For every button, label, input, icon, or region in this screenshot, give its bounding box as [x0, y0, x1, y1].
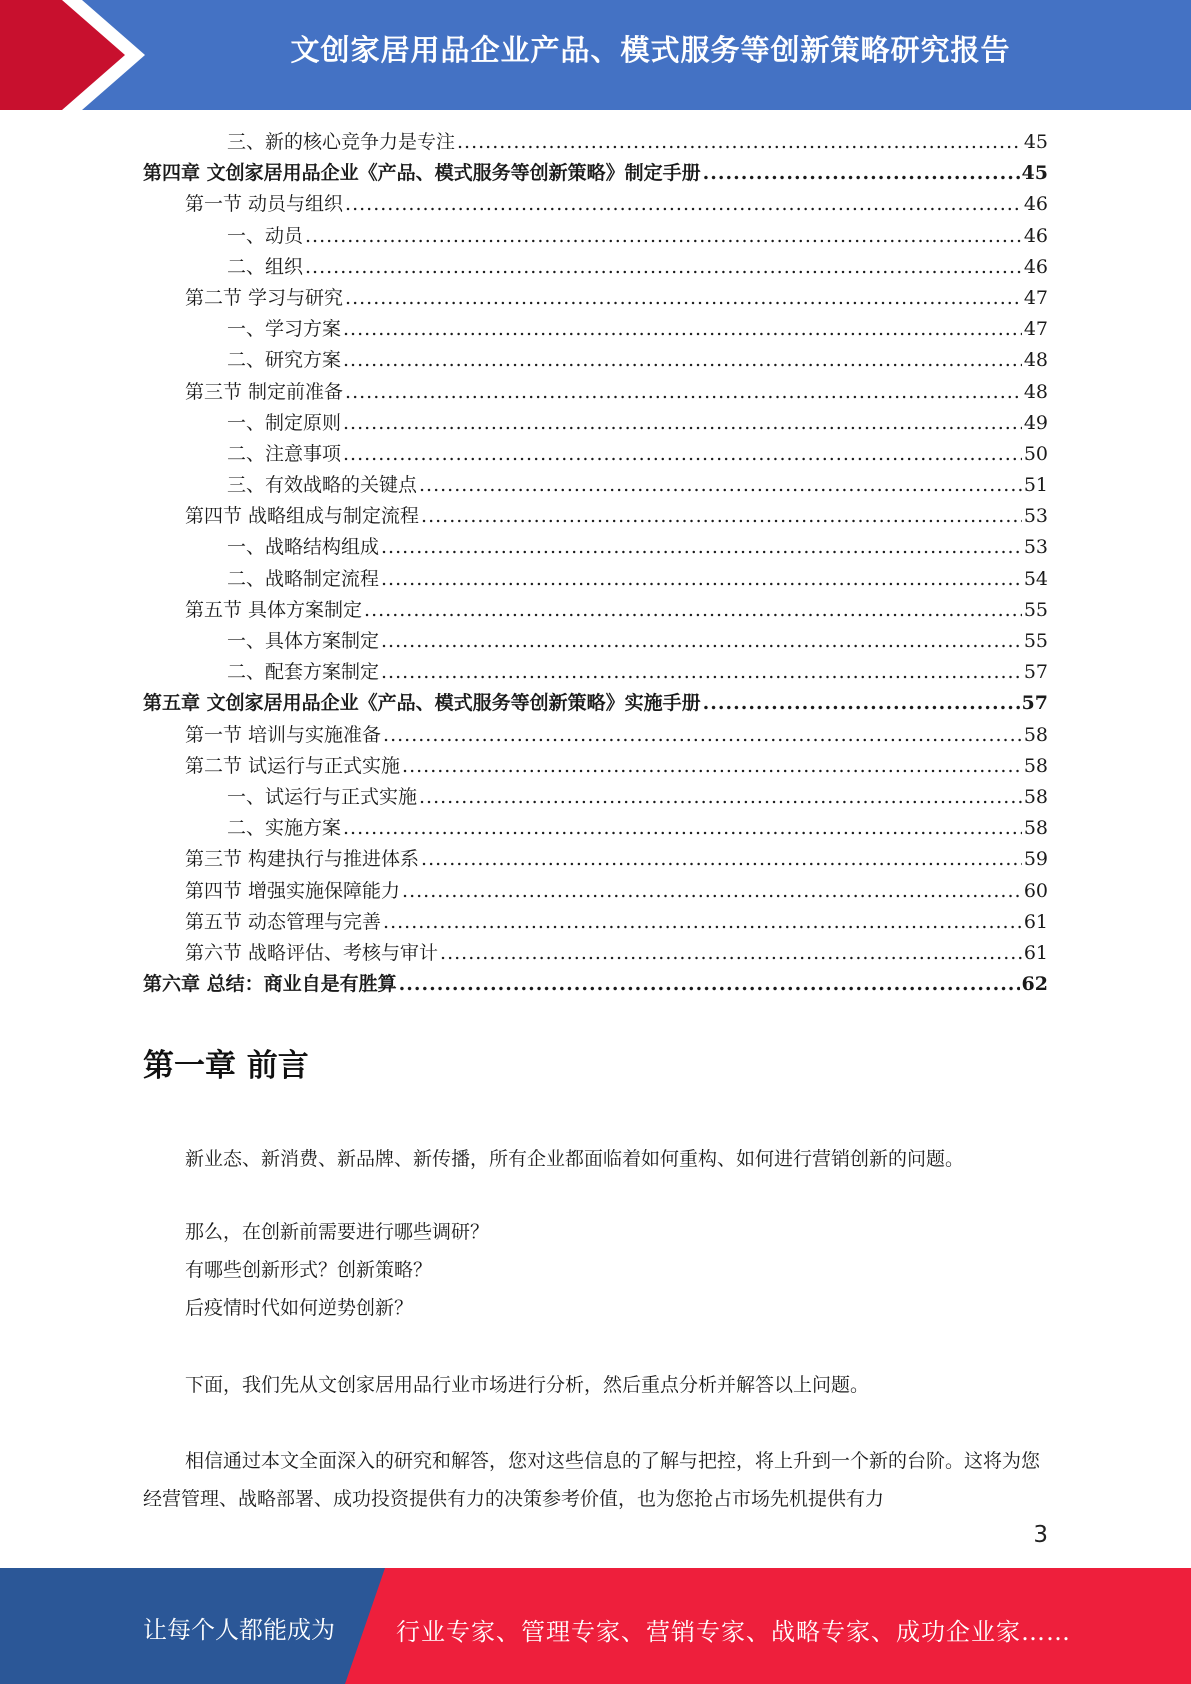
toc-entry[interactable]: [143, 969, 1048, 1000]
toc-leader-dots: [399, 969, 1020, 1000]
chapter-title: 第一章 前言: [143, 1048, 309, 1084]
toc-entry-page: 49: [1023, 411, 1048, 434]
toc-entry-page: 48: [1023, 349, 1048, 372]
toc-entry-title: 三、新的核心竞争力是专注: [227, 131, 456, 153]
toc-entry-page: 57: [1023, 661, 1048, 684]
toc-entry-title: 第四节 增强实施保障能力: [185, 879, 401, 902]
question-2: 有哪些创新形式？创新策略？: [185, 1259, 433, 1281]
toc-leader-dots: [457, 127, 1022, 158]
toc-entry-page: 51: [1023, 474, 1048, 497]
toc-entry[interactable]: [143, 439, 1048, 470]
table-of-contents: [143, 127, 1048, 1000]
toc-entry-title: 第一节 培训与实施准备: [185, 723, 382, 746]
toc-leader-dots: [383, 720, 1022, 751]
toc-entry-title: 第一节 动员与组织: [185, 193, 344, 216]
toc-entry-title: 第五节 具体方案制定: [185, 598, 363, 621]
footer-slogan-left: 让每个人都能成为: [143, 1616, 335, 1644]
toc-entry[interactable]: [143, 314, 1048, 345]
footer-slogan-right: 行业专家、管理专家、营销专家、战略专家、成功企业家……: [396, 1618, 1071, 1646]
toc-entry-title: 第三节 构建执行与推进体系: [185, 848, 420, 871]
toc-entry[interactable]: [143, 345, 1048, 376]
toc-entry-title: 二、研究方案: [227, 349, 342, 372]
toc-entry-page: 58: [1023, 723, 1048, 746]
toc-entry-page: 58: [1023, 754, 1048, 777]
paragraph-intro: 新业态、新消费、新品牌、新传播，所有企业都面临着如何重构、如何进行营销创新的问题。: [185, 1148, 965, 1170]
toc-entry[interactable]: [143, 501, 1048, 532]
toc-entry-page: 53: [1023, 536, 1048, 559]
toc-entry-page: 46: [1023, 193, 1048, 216]
toc-entry-page: 59: [1023, 848, 1048, 871]
toc-leader-dots: [343, 314, 1022, 345]
toc-leader-dots: [381, 626, 1022, 657]
header-title: 文创家居用品企业产品、模式服务等创新策略研究报告: [290, 33, 1011, 67]
toc-leader-dots: [402, 751, 1022, 782]
toc-entry-page: 58: [1023, 817, 1048, 840]
toc-entry-page: 58: [1023, 785, 1048, 808]
toc-entry[interactable]: [143, 813, 1048, 844]
toc-entry[interactable]: [143, 720, 1048, 751]
toc-leader-dots: [343, 345, 1022, 376]
toc-entry[interactable]: [143, 844, 1048, 875]
toc-entry[interactable]: [143, 876, 1048, 907]
toc-entry[interactable]: [143, 532, 1048, 563]
toc-entry[interactable]: [143, 564, 1048, 595]
toc-entry-page: 54: [1023, 567, 1048, 590]
toc-entry-title: 第二节 学习与研究: [185, 286, 344, 309]
toc-entry-page: 45: [1021, 162, 1048, 185]
toc-leader-dots: [305, 221, 1022, 252]
toc-entry-title: 第六章 总结：商业自是有胜算: [143, 973, 397, 996]
toc-entry-title: 第五章 文创家居用品企业《产品、模式服务等创新策略》实施手册: [143, 692, 701, 715]
toc-entry-title: 一、具体方案制定: [227, 630, 380, 652]
toc-entry-title: 一、制定原则: [227, 411, 342, 434]
paragraph-conclusion: 相信通过本文全面深入的研究和解答，您对这些信息的了解与把控，将上升到一个新的台阶。这将为您经营管理、战略部署、成功投资提供有力的决策参考价值，也为您抢占市场先机提供有力: [143, 1450, 1041, 1510]
paragraph-analysis: 下面，我们先从文创家居用品行业市场进行分析，然后重点分析并解答以上问题。: [185, 1374, 870, 1396]
toc-entry[interactable]: [143, 377, 1048, 408]
toc-entry[interactable]: [143, 782, 1048, 813]
toc-entry-page: 45: [1023, 131, 1048, 153]
toc-entry-page: 62: [1021, 973, 1048, 996]
toc-entry-title: 二、组织: [227, 255, 304, 278]
toc-entry-title: 第四章 文创家居用品企业《产品、模式服务等创新策略》制定手册: [143, 162, 701, 185]
toc-leader-dots: [703, 688, 1020, 719]
toc-entry-page: 46: [1023, 255, 1048, 278]
toc-leader-dots: [345, 283, 1022, 314]
toc-entry-title: 一、动员: [227, 224, 304, 247]
toc-entry-page: 61: [1023, 941, 1048, 964]
toc-entry-title: 三、有效战略的关键点: [227, 474, 418, 497]
toc-leader-dots: [343, 813, 1022, 844]
toc-leader-dots: [383, 907, 1022, 938]
page-number: 3: [1033, 1522, 1048, 1548]
toc-entry-title: 二、配套方案制定: [227, 661, 380, 684]
toc-entry-title: 一、试运行与正式实施: [227, 785, 418, 808]
toc-entry-title: 一、战略结构组成: [227, 536, 380, 559]
toc-leader-dots: [381, 532, 1022, 563]
question-3: 后疫情时代如何逆势创新？: [185, 1297, 414, 1319]
toc-entry-page: 46: [1023, 224, 1048, 247]
toc-entry[interactable]: [143, 283, 1048, 314]
toc-leader-dots: [343, 408, 1022, 439]
toc-leader-dots: [421, 501, 1022, 532]
toc-leader-dots: [305, 252, 1022, 283]
toc-leader-dots: [381, 564, 1022, 595]
toc-entry-page: 47: [1023, 286, 1048, 309]
toc-leader-dots: [343, 439, 1022, 470]
toc-entry-title: 第二节 试运行与正式实施: [185, 754, 401, 777]
toc-entry[interactable]: [143, 688, 1048, 719]
toc-entry-title: 一、学习方案: [227, 318, 342, 341]
toc-entry[interactable]: [143, 595, 1048, 626]
toc-leader-dots: [703, 158, 1020, 189]
toc-entry[interactable]: [143, 408, 1048, 439]
toc-entry-title: 第六节 战略评估、考核与审计: [185, 941, 439, 964]
toc-leader-dots: [419, 782, 1022, 813]
toc-entry-page: 57: [1021, 692, 1048, 715]
toc-leader-dots: [402, 876, 1022, 907]
toc-entry[interactable]: [143, 657, 1048, 688]
toc-entry-title: 二、注意事项: [227, 442, 342, 465]
toc-entry[interactable]: [143, 907, 1048, 938]
page-header: [0, 0, 1191, 110]
page-footer: [0, 1568, 1191, 1684]
question-1: 那么，在创新前需要进行哪些调研？: [185, 1221, 490, 1243]
toc-entry[interactable]: [143, 470, 1048, 501]
toc-leader-dots: [419, 470, 1022, 501]
toc-leader-dots: [345, 377, 1022, 408]
toc-entry-page: 48: [1023, 380, 1048, 403]
toc-entry[interactable]: [143, 189, 1048, 220]
toc-leader-dots: [381, 657, 1022, 688]
toc-entry[interactable]: [143, 221, 1048, 252]
toc-entry[interactable]: [143, 158, 1048, 189]
toc-leader-dots: [421, 844, 1022, 875]
toc-entry-title: 第五节 动态管理与完善: [185, 910, 382, 933]
toc-entry-page: 55: [1023, 598, 1048, 621]
toc-entry[interactable]: [143, 127, 1048, 158]
toc-entry[interactable]: [143, 626, 1048, 657]
toc-entry-page: 47: [1023, 318, 1048, 341]
toc-entry-page: 53: [1023, 505, 1048, 528]
toc-entry-page: 55: [1023, 630, 1048, 652]
toc-entry[interactable]: [143, 938, 1048, 969]
toc-entry-title: 二、实施方案: [227, 817, 342, 840]
toc-leader-dots: [364, 595, 1022, 626]
toc-entry-page: 50: [1023, 442, 1048, 465]
toc-entry[interactable]: [143, 252, 1048, 283]
toc-entry-title: 二、战略制定流程: [227, 567, 380, 590]
toc-entry-page: 61: [1023, 910, 1048, 933]
toc-leader-dots: [345, 189, 1022, 220]
toc-entry-title: 第三节 制定前准备: [185, 380, 344, 403]
toc-leader-dots: [440, 938, 1022, 969]
toc-entry[interactable]: [143, 751, 1048, 782]
toc-entry-page: 60: [1023, 879, 1048, 902]
toc-entry-title: 第四节 战略组成与制定流程: [185, 505, 420, 528]
